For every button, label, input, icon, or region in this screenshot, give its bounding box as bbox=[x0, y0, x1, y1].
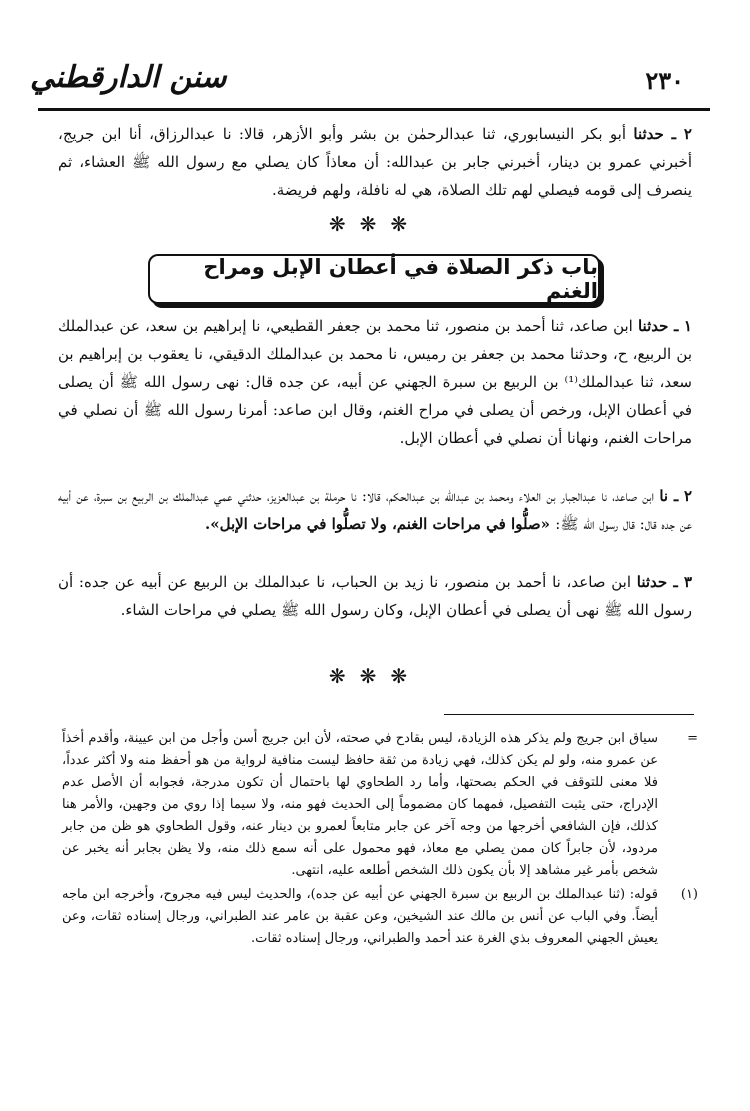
hadith-lead: ٢ ـ نا bbox=[659, 487, 692, 505]
hadith-text: ابن صاعد، نا أحمد بن منصور، نا زيد بن الحباب، نا عبدالملك بن الربيع عن أبيه عن جده: أن رسول الله ﷺ نهى أن يصلى في أعطان الإبل، وكان رسول الله ﷺ يصلي في مراحات الشاء. bbox=[58, 573, 692, 619]
footnote-text: قوله: (ثنا عبدالملك بن الربيع بن سبرة الجهني عن أبيه عن جده)، والحديث ليس فيه مجروح، وأخرجه ابن ماجه أيضاً. وفي الباب عن أنس بن مالك عند الشيخين، وعن عقبة بن عامر عند الطبراني، ورجال إسناده ثقات، وعن يعيش الجهني المعروف بذي الغرة عند أحمد والطبراني، ورجال إسناده ثقات. bbox=[62, 887, 658, 946]
hadith-paragraph bbox=[58, 482, 692, 538]
header-divider bbox=[38, 108, 710, 111]
footnote-1 bbox=[62, 884, 698, 950]
footnote-continuation bbox=[62, 728, 698, 882]
hadith-text: ابن صاعد، ثنا أحمد بن منصور، ثنا محمد بن جعفر القطيعي، نا إبراهيم بن سعد، عن عبدالملك بن الربيع، ح، وحدثنا محمد بن جعفر بن رميس، نا محمد بن عبدالملك الدقيقي، نا يعقوب بن إبراهيم بن سعد، ثنا عبدالملك⁽¹⁾ بن الربيع بن سبرة الجهني عن أبيه، عن جده قال: نهى رسول الله ﷺ أن يصلى في أعطان الإبل، ورخص أن يصلى في مراح الغنم، وقال ابن صاعد: أمرنا رسول الله ﷺ أن نصلي في مراحات الغنم، ونهانا أن نصلي في أعطان الإبل. bbox=[58, 317, 692, 447]
footnote-divider bbox=[444, 714, 694, 715]
footnote-marker: = bbox=[687, 731, 698, 746]
footnotes bbox=[62, 728, 698, 952]
section-separator: ❋❋❋ bbox=[328, 664, 422, 688]
section-separator: ❋❋❋ bbox=[328, 212, 422, 236]
footnote-marker: (١) bbox=[680, 887, 698, 902]
hadith-lead: ١ ـ حدثنا bbox=[637, 317, 692, 335]
hadith-lead: ٢ ـ حدثنا bbox=[633, 125, 692, 143]
page-number: ٢٣٠ bbox=[645, 66, 684, 95]
page-header bbox=[30, 60, 710, 104]
hadith-text: ابن صاعد، نا عبدالجبار بن العلاء ومحمد بن عبدالله بن عبدالحكم، قالا: نا حرملة بن عبدالعزيز، حدثني عمي عبدالملك بن الربيع بن سبرة، عن أبيه عن جده قال: قال رسول الله ﷺ: bbox=[58, 487, 692, 533]
hadith-paragraph bbox=[58, 568, 692, 624]
footnote-text: سياق ابن جريج ولم يذكر هذه الزيادة، ليس بقادح في صحته، لأن ابن جريج أسن وأجل من ابن عيينة، وأقدم أخذاً عن عمرو منه، ولو لم يكن كذلك، فهي زيادة من ثقة حافظ ليست منافية لرواية من هو أحفظ منه ولا أكثر عدداً، فلا معنى للتوقف في الحكم بصحتها، وأما رد الطحاوي لها باحتمال أن تكون مدرجة، فجوابه أن الأصل عدم الإدراج، حتى يثبت التفصيل، فمهما كان مضموماً إلى الحديث فهو منه، ولا سيما إذا روي من وجهين، والأمر هنا كذلك، فإن الشافعي أخرجها من وجه آخر عن جابر متابعاً لعمرو بن دينار عنه، وقول الطحاوي هو ظن من جابر مردود، لأن جابراً كان ممن يصلي مع معاذ، فهو محمول على أنه سمع ذلك منه، ولا يظن بجابر أنه يخبر عن شخص بأمر غير مشاهد إلا بأن يكون ذلك الشخص أطلعه عليه، انتهى. bbox=[62, 731, 658, 878]
hadith-lead: ٣ ـ حدثنا bbox=[636, 573, 692, 591]
hadith-text: أبو بكر النيسابوري، ثنا عبدالرحمٰن بن بشر وأبو الأزهر، قالا: نا عبدالرزاق، أنا ابن جريج، أخبرني عمرو بن دينار، أخبرني جابر بن عبدالله: أن معاذاً كان يصلي مع رسول الله ﷺ العشاء، ثم ينصرف إلى قومه فيصلي لهم تلك الصلاة، هي له نافلة، ولهم فريضة. bbox=[58, 125, 692, 199]
book-title: سنن الدارقطني bbox=[30, 60, 227, 95]
hadith-paragraph bbox=[58, 312, 692, 452]
chapter-title: باب ذكر الصلاة في أعطان الإبل ومراح الغنم bbox=[148, 254, 600, 304]
prophetic-quote: «صلُّوا في مراحات الغنم، ولا تصلُّوا في مراحات الإبل». bbox=[205, 515, 556, 533]
hadith-paragraph bbox=[58, 120, 692, 204]
